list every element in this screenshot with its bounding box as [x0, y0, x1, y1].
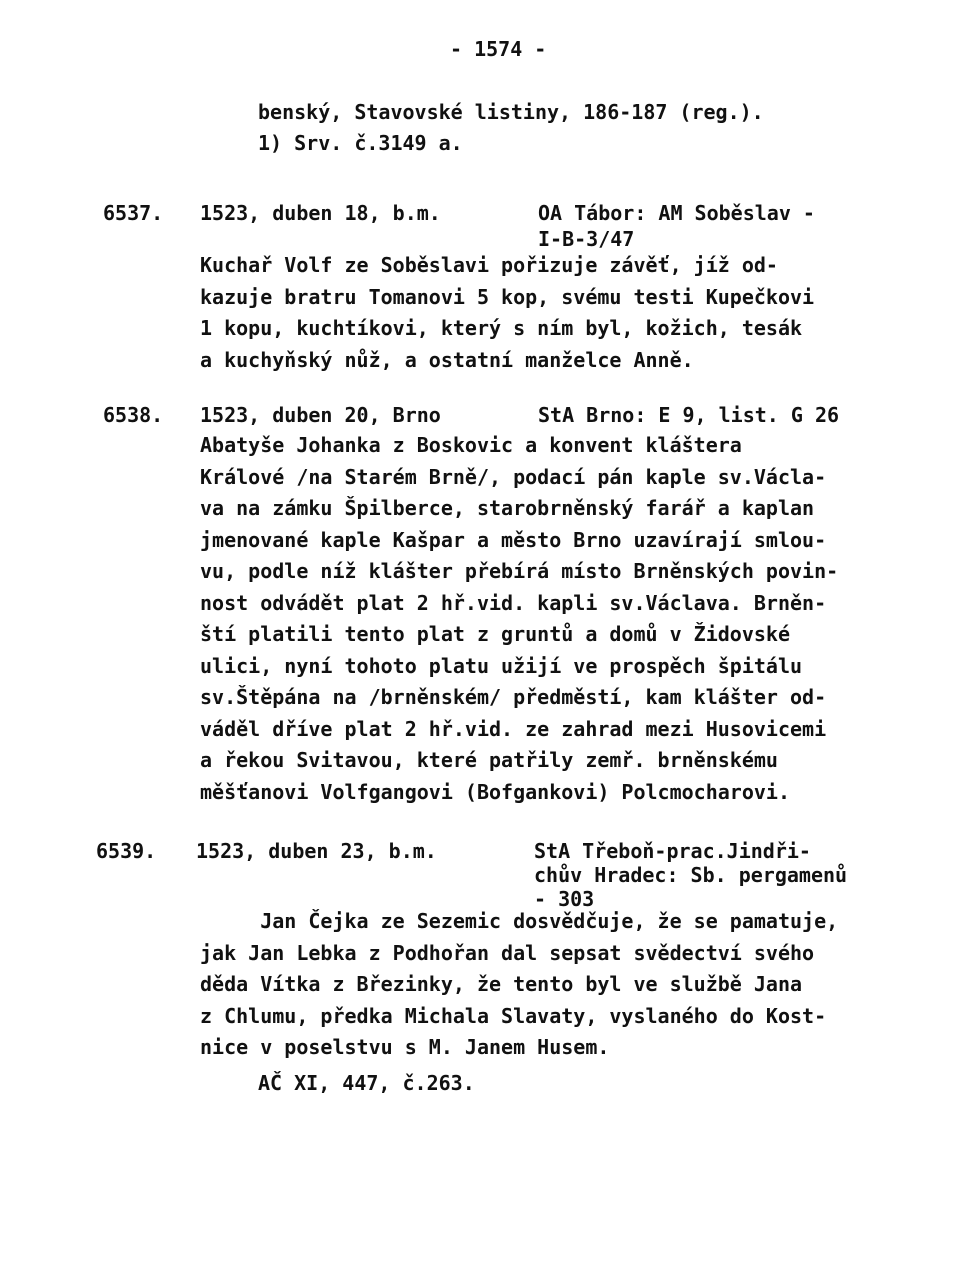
- entry-date: 1523, duben 20, Brno: [200, 403, 441, 427]
- entry-source: StA Brno: E 9, list. G 26: [538, 403, 840, 427]
- entry-number: 6537.: [103, 201, 164, 225]
- continuation-footnote: 1) Srv. č.3149 a.: [258, 131, 463, 155]
- entry-reference: AČ XI, 447, č.263.: [258, 1071, 475, 1095]
- page-number: - 1574 -: [450, 37, 547, 61]
- entry-text: Kuchař Volf ze Soběslavi pořizuje závěť, jíž od- kazuje bratru Tomanovi 5 kop, svému testi Kupečkovi 1 kopu, kuchtíkovi, který s ním byl, kožich, tesák a kuchyňský nůž, a ostatní manželce Anně.: [200, 253, 815, 372]
- entry-text: Jan Čejka ze Sezemic dosvědčuje, že se pamatuje, jak Jan Lebka z Podhořan dal sepsat svědectví svého děda Vítka z Březinky, že tento byl ve službě Jana z Chlumu, předka Michala Slavaty, vyslaného do Kost- nice v poselstvu s M. Janem Husem.: [200, 909, 839, 1059]
- entry-text: Abatyše Johanka z Boskovic a konvent kláštera Králové /na Starém Brně/, podací pán kaple sv.Václa- va na zámku Špilberce, starobrněnský farář a kaplan jmenované kaple Kašpar a město Brno uzavírají smlou- vu, podle níž klášter přebírá místo Brněnských povin- nost odvádět plat 2 hř.vid. kapli sv.Václava. Brněn- ští platili tento plat z gruntů a domů v Židovské ulici, nyní tohoto platu užijí ve prospěch špitálu sv.Štěpána na /brněnském/ předměstí, kam klášter od- váděl dříve plat 2 hř.vid. ze zahrad mezi Husovicemi a řekou Svitavou, které patřily zemř. brněnskému měšťanovi Volfgangovi (Bofgankovi) Polcmocharovi.: [200, 433, 839, 804]
- entry-source: I-B-3/47: [538, 227, 635, 251]
- entry-date: 1523, duben 23, b.m.: [196, 839, 437, 863]
- entry-source: - 303: [534, 887, 595, 911]
- entry-source: StA Třeboň-prac.Jindři-: [534, 839, 811, 863]
- entry-source: OA Tábor: AM Soběslav -: [538, 201, 815, 225]
- entry-number: 6539.: [96, 839, 157, 863]
- entry-date: 1523, duben 18, b.m.: [200, 201, 441, 225]
- entry-source: chův Hradec: Sb. pergamenů: [534, 863, 848, 887]
- entry-number: 6538.: [103, 403, 164, 427]
- continuation-text: benský, Stavovské listiny, 186-187 (reg.).: [258, 100, 764, 124]
